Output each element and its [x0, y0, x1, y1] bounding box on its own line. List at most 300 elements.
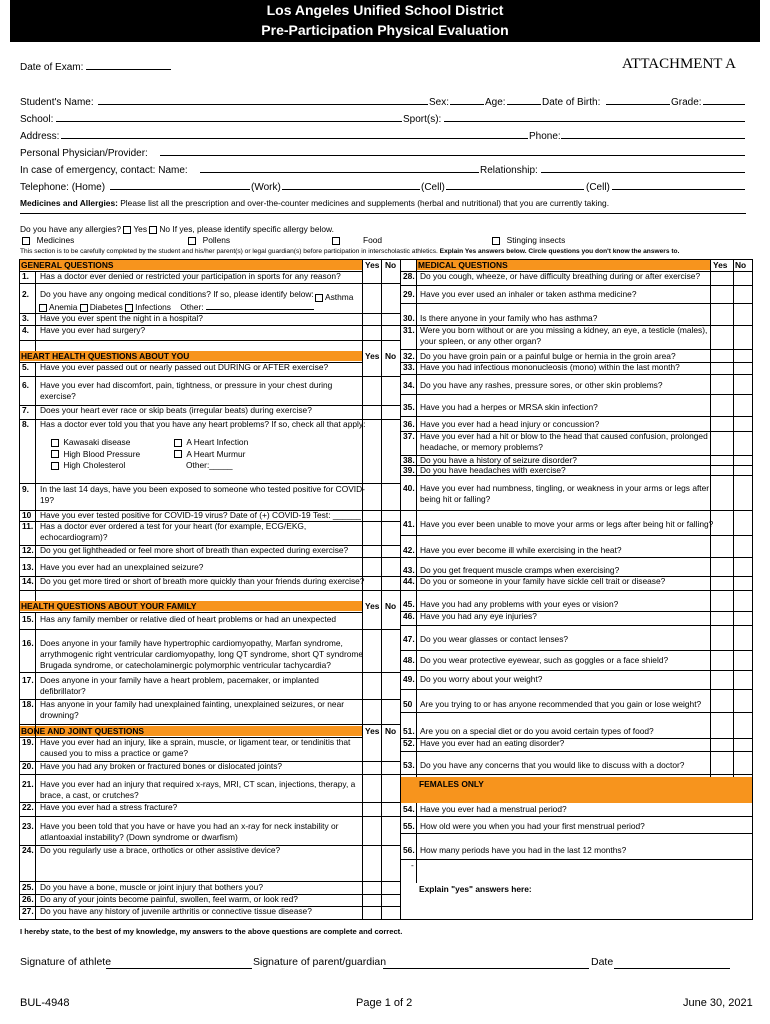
yes-answer-cell[interactable] [710, 465, 733, 475]
yes-answer-cell[interactable] [710, 674, 733, 689]
cell2-field[interactable] [612, 180, 745, 190]
no-answer-cell[interactable] [733, 576, 752, 590]
grade-label: Grade: [671, 97, 702, 108]
question-text: Do you have headaches with exercise? [420, 465, 566, 475]
yes-answer-cell[interactable] [710, 325, 733, 349]
date-of-exam[interactable] [20, 60, 171, 73]
dob-label: Date of Birth: [542, 97, 601, 108]
no-answer-cell[interactable] [381, 906, 400, 919]
no-answer-cell[interactable] [381, 484, 400, 510]
no-answer-cell[interactable] [733, 419, 752, 431]
emergency-row [20, 162, 745, 179]
infections-label: Infections [135, 302, 171, 312]
no-answer-cell[interactable] [381, 271, 400, 283]
no-answer-cell[interactable] [381, 521, 400, 545]
question-number: 3. [22, 313, 29, 323]
question-text: Have you had a herpes or MRSA skin infection? [420, 402, 598, 412]
no-answer-cell[interactable] [733, 674, 752, 689]
allergies-row [20, 224, 334, 234]
asthma-label: Asthma [325, 292, 354, 302]
yes-answer-cell[interactable] [710, 726, 733, 738]
allergy-no-label: No If yes, please identify specific allergy below. [159, 224, 334, 234]
yes-answer-cell[interactable] [362, 614, 381, 629]
yes-answer-cell[interactable] [362, 313, 381, 325]
emergency-name-field[interactable] [200, 163, 479, 173]
yes-answer-cell[interactable] [710, 419, 733, 431]
relationship-field[interactable] [541, 163, 745, 173]
yes-answer-cell[interactable] [362, 484, 381, 510]
no-answer-cell[interactable] [381, 325, 400, 340]
question-number: 30. [403, 313, 415, 323]
yes-answer-cell[interactable] [362, 882, 381, 894]
no-answer-cell[interactable] [733, 380, 752, 394]
date-signature-label: Date [591, 956, 614, 968]
yes-answer-cell[interactable] [710, 271, 733, 285]
yes-answer-cell[interactable] [710, 655, 733, 670]
question-number: 8. [22, 419, 29, 429]
no-answer-cell[interactable] [381, 405, 400, 419]
question-text: Have you ever had an unexplained seizure? [40, 562, 204, 572]
footer-code: BUL-4948 [20, 997, 70, 1009]
address-label: Address: [20, 131, 60, 142]
question-text: Do you get frequent muscle cramps when exercising? [420, 565, 620, 575]
question-text: Do you wear glasses or contact lenses? [420, 634, 569, 644]
yes-answer-cell[interactable] [362, 521, 381, 545]
yes-col-2: Yes [365, 351, 380, 361]
question-number: 42. [403, 545, 415, 555]
question-number: 51. [403, 726, 415, 736]
yes-answer-cell[interactable] [362, 845, 381, 881]
chol-checkbox[interactable] [51, 462, 59, 470]
address-field[interactable] [61, 129, 528, 139]
yes-answer-cell[interactable] [362, 271, 381, 283]
grade-field[interactable] [703, 95, 745, 105]
title-bar [10, 0, 760, 42]
question-number: 6. [22, 380, 29, 390]
yes-col-right: Yes [713, 260, 728, 270]
yes-answer-cell[interactable] [710, 362, 733, 374]
no-answer-cell[interactable] [381, 737, 400, 761]
questionnaire-table [19, 259, 753, 920]
allergy-stinging: Stinging insects [506, 235, 566, 245]
question-number: 48. [403, 655, 415, 665]
question-text: Have you ever had an injury, like a sprain, muscle, or ligament tear, or tendinitis that [40, 737, 351, 747]
q2-asthma [315, 292, 353, 303]
yes-col-4: Yes [365, 726, 380, 736]
no-col-4: No [385, 726, 397, 736]
no-answer-cell[interactable] [381, 562, 400, 576]
emergency-label: In case of emergency, contact: Name: [20, 165, 188, 176]
yes-answer-cell[interactable] [362, 380, 381, 405]
yes-answer-cell[interactable] [710, 519, 733, 535]
heart-infection-checkbox[interactable] [174, 439, 182, 447]
question-number: 2. [22, 289, 29, 299]
physician-row [20, 145, 745, 162]
question-text: Has a doctor ever ordered a test for your heart (for example, ECG/EKG, [40, 521, 307, 531]
form-title: Pre-Participation Physical Evaluation [261, 22, 509, 38]
no-answer-cell[interactable] [733, 289, 752, 303]
no-answer-cell[interactable] [733, 545, 752, 557]
physician-label: Personal Physician/Provider: [20, 148, 148, 159]
yes-answer-cell[interactable] [362, 675, 381, 699]
question-number: 5. [22, 362, 29, 372]
no-answer-cell[interactable] [733, 634, 752, 650]
question-text: brace, a cast, or crutches? [40, 790, 139, 800]
question-number: 27. [22, 906, 34, 916]
school-field[interactable] [56, 112, 402, 122]
yes-answer-cell[interactable] [710, 611, 733, 625]
no-col-2: No [385, 351, 397, 361]
allergy-yes-label: Yes [133, 224, 148, 234]
question-text: Have you had infectious mononucleosis (mono) within the last month? [420, 362, 680, 372]
question-text: Brugada syndrome, or catecholaminergic polymorphic ventricular tachycardia? [40, 660, 331, 670]
question-number: 16. [22, 638, 34, 648]
question-number: 56. [403, 845, 415, 855]
question-text: Do you wear protective eyewear, such as goggles or a face shield? [420, 655, 669, 665]
allergy-yes-checkbox[interactable] [123, 226, 131, 234]
question-text: Has a doctor ever denied or restricted your participation in sports for any reason? [40, 271, 341, 281]
question-number: 33. [403, 362, 415, 372]
yes-answer-cell[interactable] [362, 576, 381, 590]
question-number: 13. [22, 562, 34, 572]
sex-label: Sex: [429, 97, 450, 108]
yes-answer-cell[interactable] [362, 779, 381, 802]
no-answer-cell[interactable] [733, 313, 752, 325]
no-answer-cell[interactable] [381, 821, 400, 845]
question-number: 1. [22, 271, 29, 281]
question-text: Have you been told that you have or have you had an x-ray for neck instability or [40, 821, 339, 831]
question-text: Has a doctor ever told you that you have any heart problems? If so, check all that apply: [40, 419, 366, 429]
question-number: 18. [22, 699, 34, 709]
question-text: Has any family member or relative died of heart problems or had an unexpected [40, 614, 337, 624]
yes-answer-cell[interactable] [710, 576, 733, 590]
yes-answer-cell[interactable] [710, 455, 733, 465]
question-text: Does your heart ever race or skip beats (irregular beats) during exercise? [40, 405, 312, 415]
question-number: 22. [22, 802, 34, 812]
question-text: How old were you when you had your first menstrual period? [420, 821, 645, 831]
allergy-no-checkbox[interactable] [149, 226, 157, 234]
yes-answer-cell[interactable] [362, 737, 381, 761]
yes-answer-cell[interactable] [710, 699, 733, 712]
question-text: Do any of your joints become painful, swollen, feel warm, or look red? [40, 894, 298, 904]
yes-answer-cell[interactable] [362, 761, 381, 774]
question-number: 17. [22, 675, 34, 685]
yes-answer-cell[interactable] [362, 562, 381, 576]
parent-signature-label: Signature of parent/guardian [253, 956, 387, 968]
question-number: 11. [22, 521, 34, 531]
kawasaki-checkbox[interactable] [51, 439, 59, 447]
question-number: 29. [403, 289, 415, 299]
question-number: 47. [403, 634, 415, 644]
question-text: Do you have any ongoing medical conditions? If so, please identify below: [40, 289, 314, 299]
question-number: 49. [403, 674, 415, 684]
parent-signature-field[interactable] [383, 959, 589, 969]
pollens-checkbox[interactable] [188, 237, 196, 245]
question-text: Do you get more tired or short of breath more quickly than your friends during exercise? [40, 576, 365, 586]
athlete-signature-field[interactable] [106, 959, 252, 969]
yes-answer-cell[interactable] [362, 638, 381, 672]
yes-answer-cell[interactable] [362, 894, 381, 906]
yes-answer-cell[interactable] [710, 402, 733, 416]
question-text: exercise? [40, 391, 76, 401]
question-number: 15. [22, 614, 34, 624]
question-number: 37. [403, 431, 415, 441]
yes-answer-cell[interactable] [710, 634, 733, 650]
instructions-bold: Explain Yes answers below. Circle questions you don't know the answers to. [439, 248, 680, 255]
question-text: Do you have any rashes, pressure sores, or other skin problems? [420, 380, 663, 390]
yes-answer-cell[interactable] [710, 599, 733, 611]
yes-answer-cell[interactable] [362, 821, 381, 845]
no-answer-cell[interactable] [381, 313, 400, 325]
no-answer-cell[interactable] [733, 726, 752, 738]
school-label: School: [20, 114, 54, 125]
bone-header: BONE AND JOINT QUESTIONS [21, 726, 144, 736]
question-text: Do you have any concerns that you would like to discuss with a doctor? [420, 760, 685, 770]
question-text: Do you worry about your weight? [420, 674, 543, 684]
students-name-field[interactable] [98, 95, 428, 105]
question-text: arrythmogenic right ventricular cardiomyopathy, long QT syndrome, short QT syndrome [40, 649, 364, 659]
no-answer-cell[interactable] [733, 519, 752, 535]
question-number: 39. [403, 465, 415, 475]
question-text: Does anyone in your family have a heart problem, pacemaker, or implanted [40, 675, 319, 685]
instructions-text: This section is to be carefully completed by the student and his/her parent(s) or legal guardian(s) before participation in interscholastic athletics. [20, 248, 438, 255]
stinging-checkbox[interactable] [492, 237, 500, 245]
question-text: Have you ever had a stress fracture? [40, 802, 178, 812]
yes-answer-cell[interactable] [362, 405, 381, 419]
question-text: Do you have any history of juvenile arthritis or connective tissue disease? [40, 906, 312, 916]
no-answer-cell[interactable] [381, 761, 400, 774]
question-text: Have you had any problems with your eyes or vision? [420, 599, 619, 609]
heart-header: HEART HEALTH QUESTIONS ABOUT YOU [21, 351, 190, 361]
footer-page: Page 1 of 2 [356, 997, 413, 1009]
question-number: 45. [403, 599, 415, 609]
telephone-row [20, 179, 745, 196]
question-number: 25. [22, 882, 34, 892]
question-number: 12. [22, 545, 34, 555]
no-answer-cell[interactable] [381, 545, 400, 557]
yes-answer-cell[interactable] [710, 289, 733, 303]
question-text: Have you ever tested positive for COVID-19 virus? Date of (+) COVID-19 Test: ______ [40, 510, 361, 520]
no-answer-cell[interactable] [733, 325, 752, 349]
explain-header: Explain "yes" answers here: [419, 884, 532, 894]
no-answer-cell[interactable] [381, 894, 400, 906]
yes-col-1: Yes [365, 260, 380, 270]
murmur-checkbox[interactable] [174, 450, 182, 458]
question-number: 10 [22, 510, 32, 520]
no-answer-cell[interactable] [733, 565, 752, 576]
home-phone-field[interactable] [110, 180, 250, 190]
infections-checkbox[interactable] [125, 304, 133, 312]
age-field[interactable] [507, 95, 541, 105]
medicines-row [20, 198, 760, 208]
question-text: Do you regularly use a brace, orthotics or other assistive device? [40, 845, 281, 855]
no-answer-cell[interactable] [381, 576, 400, 590]
work-phone-field[interactable] [282, 180, 420, 190]
question-number: 20. [22, 761, 34, 771]
question-text: drowning? [40, 710, 79, 720]
no-answer-cell[interactable] [381, 380, 400, 405]
no-answer-cell[interactable] [733, 271, 752, 285]
yes-answer-cell[interactable] [362, 802, 381, 816]
yes-answer-cell[interactable] [362, 545, 381, 557]
food-checkbox[interactable] [332, 237, 340, 245]
school-row [20, 111, 745, 128]
no-answer-cell[interactable] [733, 699, 752, 712]
allergy-question: Do you have any allergies? [20, 224, 122, 234]
no-answer-cell[interactable] [381, 699, 400, 724]
diabetes-label: Diabetes [89, 302, 123, 312]
name-row [20, 94, 745, 111]
no-answer-cell[interactable] [733, 465, 752, 475]
question-text: Do you cough, wheeze, or have difficulty breathing during or after exercise? [420, 271, 701, 281]
question-text: Do you or someone in your family have sickle cell trait or disease? [420, 576, 666, 586]
no-col-right: No [735, 260, 747, 270]
student-info [20, 94, 745, 194]
anemia-checkbox[interactable] [39, 304, 47, 312]
no-answer-cell[interactable] [733, 760, 752, 774]
no-answer-cell[interactable] [733, 431, 752, 455]
yes-answer-cell[interactable] [710, 431, 733, 455]
yes-answer-cell[interactable] [710, 351, 733, 362]
question-number: 7. [22, 405, 29, 415]
allergy-pollens: Pollens [202, 235, 231, 245]
cell1-field[interactable] [446, 180, 584, 190]
footer-date: June 30, 2021 [683, 997, 753, 1009]
phone-field[interactable] [561, 129, 745, 139]
question-text: Is there anyone in your family who has asthma? [420, 313, 598, 323]
yes-answer-cell[interactable] [710, 565, 733, 576]
no-answer-cell[interactable] [381, 638, 400, 672]
question-number: 26. [22, 894, 34, 904]
question-text: defibrillator? [40, 686, 86, 696]
yes-answer-cell[interactable] [710, 380, 733, 394]
no-answer-cell[interactable] [733, 455, 752, 465]
question-number: 23. [22, 821, 34, 831]
allergy-food: Food [362, 235, 383, 245]
medicines-text: Please list all the prescription and over-the-counter medicines and supplements (herbal and nutritional) that you are currently taking. [120, 198, 610, 208]
yes-answer-cell[interactable] [362, 419, 381, 483]
question-text: Have you ever had an eating disorder? [420, 738, 565, 748]
question-number: 9. [22, 484, 29, 494]
no-answer-cell[interactable] [381, 419, 400, 483]
no-answer-cell[interactable] [381, 675, 400, 699]
question-text: Have you ever had an injury that required x-rays, MRI, CT scan, injections, therapy, a [40, 779, 356, 789]
question-number: 32. [403, 351, 415, 361]
yes-answer-cell[interactable] [362, 289, 381, 313]
family-header: HEALTH QUESTIONS ABOUT YOUR FAMILY [21, 601, 197, 611]
no-answer-cell[interactable] [733, 483, 752, 510]
question-text: headache, or memory problems? [420, 442, 543, 452]
general-header: GENERAL QUESTIONS [21, 260, 114, 270]
date-of-exam-label: Date of Exam: [20, 62, 84, 73]
yes-answer-cell[interactable] [710, 760, 733, 774]
no-answer-cell[interactable] [381, 779, 400, 802]
no-answer-cell[interactable] [381, 882, 400, 894]
q2-other-label: Other: [180, 302, 204, 312]
no-answer-cell[interactable] [733, 738, 752, 751]
no-answer-cell[interactable] [381, 362, 400, 376]
attachment-label: ATTACHMENT A [622, 56, 736, 72]
no-answer-cell[interactable] [733, 402, 752, 416]
q56-dash: - [411, 860, 414, 870]
cell1-label: (Cell) [421, 182, 445, 193]
sports-field[interactable] [444, 112, 745, 122]
question-text: Have you ever had numbness, tingling, or weakness in your arms or legs after [420, 483, 710, 493]
no-col-1: No [385, 260, 397, 270]
yes-answer-cell[interactable] [362, 699, 381, 724]
yes-answer-cell[interactable] [710, 483, 733, 510]
no-answer-cell[interactable] [381, 510, 400, 521]
question-number: 4. [22, 325, 29, 335]
question-text: being hit or falling? [420, 494, 491, 504]
athlete-signature-label: Signature of athlete [20, 956, 112, 968]
asthma-checkbox[interactable] [315, 294, 323, 302]
question-text: Have you ever become ill while exercising in the heat? [420, 545, 622, 555]
yes-answer-cell[interactable] [362, 325, 381, 340]
question-text: Have you had any broken or fractured bones or dislocated joints? [40, 761, 283, 771]
question-number: 35. [403, 402, 415, 412]
diabetes-checkbox[interactable] [80, 304, 88, 312]
question-number: 52. [403, 738, 415, 748]
no-answer-cell[interactable] [381, 289, 400, 313]
question-number: 14. [22, 576, 34, 586]
no-answer-cell[interactable] [733, 611, 752, 625]
question-text: caused you to miss a practice or game? [40, 748, 189, 758]
anemia-label: Anemia [49, 302, 78, 312]
instructions [20, 248, 679, 255]
question-number: 24. [22, 845, 34, 855]
sex-field[interactable] [450, 95, 484, 105]
question-number: 54. [403, 804, 415, 814]
yes-answer-cell[interactable] [710, 545, 733, 557]
q8-conditions-right: A Heart Infection A Heart Murmur Other:_____ [174, 437, 248, 472]
question-number: 19. [22, 737, 34, 747]
yes-answer-cell[interactable] [362, 906, 381, 919]
district-name: Los Angeles Unified School District [266, 2, 504, 18]
question-text: Do you get lightheaded or feel more short of breath than expected during exercise? [40, 545, 349, 555]
yes-answer-cell[interactable] [710, 738, 733, 751]
yes-answer-cell[interactable] [362, 510, 381, 521]
address-row [20, 128, 745, 145]
no-answer-cell[interactable] [733, 655, 752, 670]
no-answer-cell[interactable] [733, 599, 752, 611]
no-answer-cell[interactable] [381, 614, 400, 629]
question-text: echocardiogram)? [40, 532, 108, 542]
no-answer-cell[interactable] [733, 351, 752, 362]
question-text: Have you ever had a menstrual period? [420, 804, 567, 814]
medicines-checkbox[interactable] [22, 237, 30, 245]
physician-field[interactable] [160, 146, 745, 156]
yes-answer-cell[interactable] [710, 313, 733, 325]
no-answer-cell[interactable] [381, 802, 400, 816]
question-number: 46. [403, 611, 415, 621]
yes-answer-cell[interactable] [362, 362, 381, 376]
no-answer-cell[interactable] [733, 362, 752, 374]
question-text: Have you ever been unable to move your arms or legs after being hit or falling? [420, 519, 714, 529]
no-answer-cell[interactable] [381, 845, 400, 881]
date-signature-field[interactable] [614, 959, 730, 969]
question-number: 55. [403, 821, 415, 831]
hbp-checkbox[interactable] [51, 450, 59, 458]
work-label: (Work) [251, 182, 281, 193]
students-name-label: Student's Name: [20, 97, 94, 108]
question-text: In the last 14 days, have you been exposed to someone who tested positive for COVID- [40, 484, 365, 494]
phone-label: Phone: [529, 131, 561, 142]
question-text: Have you ever used an inhaler or taken asthma medicine? [420, 289, 637, 299]
dob-field[interactable] [606, 95, 670, 105]
question-number: 21. [22, 779, 34, 789]
question-text: Do you have a history of seizure disorder? [420, 455, 577, 465]
